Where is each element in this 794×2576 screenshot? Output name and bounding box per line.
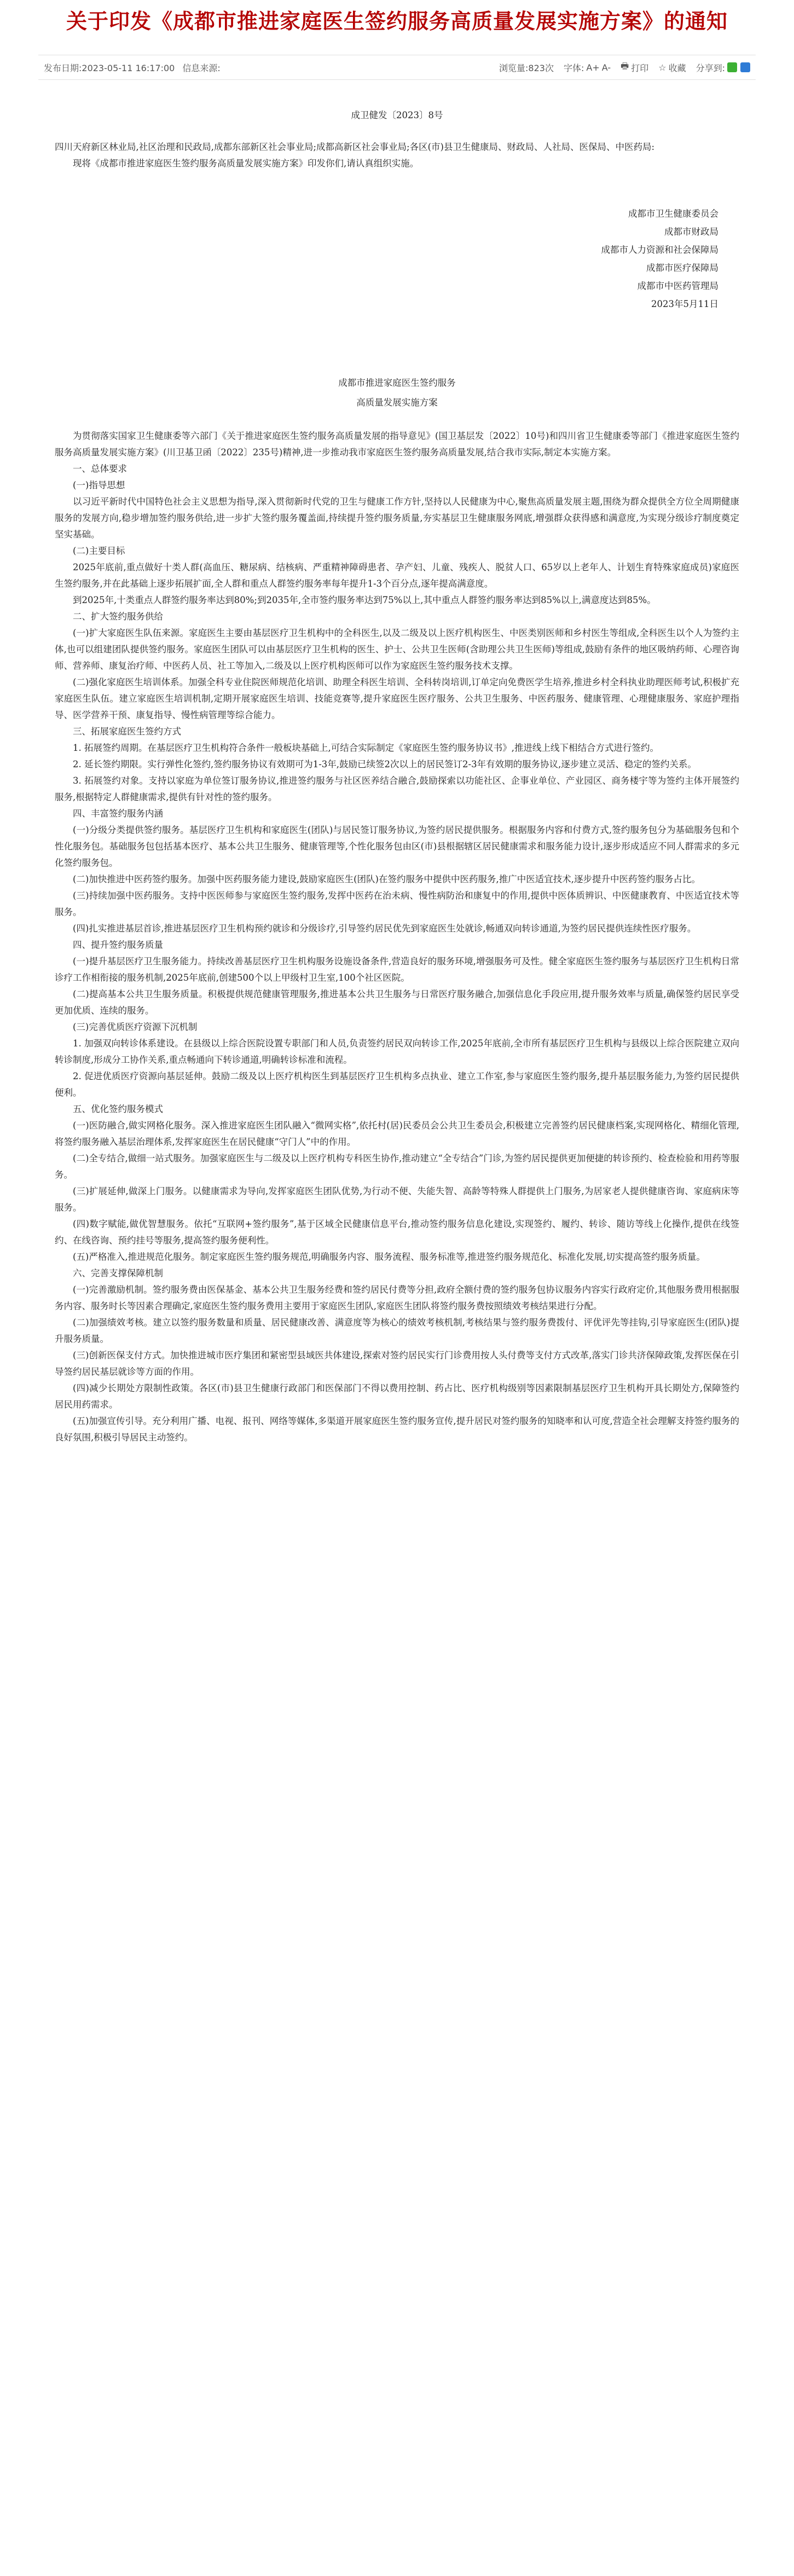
wechat-share-icon[interactable] <box>727 62 737 72</box>
view-count: 浏览量:823次 <box>499 62 554 73</box>
plan-paragraph: 一、总体要求 <box>73 464 127 474</box>
recipients: 四川天府新区林业局,社区治理和民政局,成都东部新区社会事业局;成都高新区社会事业局;各区(市)县卫生健康局、财政局、人社局、医保局、中医药局: <box>55 142 655 152</box>
plan-paragraph: (三)完善优质医疗资源下沉机制 <box>73 1022 198 1032</box>
plan-paragraph: (一)医防融合,做实网格化服务。深入推进家庭医生团队融入“微网实格”,依托村(居)民委员会公共卫生委员会,积极建立完善签约居民健康档案,实现网格化、精细化管理,将签约服务融入基层治理体系,发挥家庭医生在居民健康“守门人”中的作用。 <box>55 1120 739 1147</box>
signer: 成都市医疗保障局 <box>646 263 718 273</box>
plan-paragraph: 二、扩大签约服务供给 <box>73 611 163 622</box>
plan-paragraph: (二)主要目标 <box>73 546 125 556</box>
plan-heading-2: 高质量发展实施方案 <box>356 397 438 408</box>
favorite-label: 收藏 <box>668 62 686 73</box>
article-title: 关于印发《成都市推进家庭医生签约服务高质量发展实施方案》的通知 <box>66 9 728 33</box>
plan-paragraph: 2. 延长签约期限。实行弹性化签约,签约服务协议有效期可为1-3年,鼓励已续签2次以上的居民签订2-3年有效期的服务协议,逐步建立灵活、稳定的签约关系。 <box>73 759 697 769</box>
share-label: 分享到: <box>696 62 725 73</box>
plan-paragraph: 1. 加强双向转诊体系建设。在县级以上综合医院设置专职部门和人员,负责签约居民双向转诊工作,2025年底前,全市所有基层医疗卫生机构与县级以上综合医院建立双向转诊制度,形成分工协作关系,重点畅通向下转诊通道,明确转诊标准和流程。 <box>55 1038 739 1065</box>
plan-paragraph: 以习近平新时代中国特色社会主义思想为指导,深入贯彻新时代党的卫生与健康工作方针,坚持以人民健康为中心,聚焦高质量发展主题,围绕为群众提供全方位全周期健康服务的发展方向,稳步增加签约服务供给,进一步扩大签约服务覆盖面,持续提升签约服务质量,夯实基层卫生健康服务网底,增强群众获得感和满意度,为实现分级诊疗制度奠定坚实基础。 <box>55 496 739 540</box>
plan-paragraph: (一)完善激励机制。签约服务费由医保基金、基本公共卫生服务经费和签约居民付费等分担,政府全额付费的签约服务包协议服务内容实行政府定价,其他服务费用根据服务内容、服务时长等因素合理确定,家庭医生签约服务费用主要用于家庭医生团队,家庭医生团队将签约服务费按照绩效考核结果进行分配。 <box>55 1284 739 1311</box>
plan-paragraph: 1. 拓展签约周期。在基层医疗卫生机构符合条件一般板块基础上,可结合实际制定《家庭医生签约服务协议书》,推进线上线下相结合方式进行签约。 <box>73 743 659 753</box>
share-icons <box>727 62 750 72</box>
issue-date: 2023年5月11日 <box>651 299 718 309</box>
plan-body <box>55 428 739 1446</box>
star-icon: ☆ <box>658 62 667 73</box>
signer: 成都市人力资源和社会保障局 <box>601 245 718 255</box>
plan-paragraph: 为贯彻落实国家卫生健康委等六部门《关于推进家庭医生签约服务高质量发展的指导意见》(国卫基层发〔2022〕10号)和四川省卫生健康委等部门《推进家庭医生签约服务高质量发展实施方案》(川卫基卫函〔2022〕235号)精神,进一步推动我市家庭医生签约服务高质量发展,结合我市实际,制定本实施方案。 <box>55 431 739 458</box>
meta-bar <box>38 55 756 80</box>
plan-paragraph: (四)减少长期处方限制性政策。各区(市)县卫生健康行政部门和医保部门不得以费用控制、药占比、医疗机构级别等因素限制基层医疗卫生机构开具长期处方,保障签约居民用药需求。 <box>55 1383 739 1410</box>
font-label: 字体: <box>563 62 584 73</box>
print-label: 打印 <box>631 62 649 73</box>
favorite-button[interactable] <box>658 61 686 74</box>
plan-paragraph: (一)提升基层医疗卫生服务能力。持续改善基层医疗卫生机构服务设施设备条件,营造良好的服务环境,增强服务可及性。健全家庭医生签约服务与基层医疗卫生机构日常诊疗工作相衔接的服务机制,2025年底前,创建500个以上甲级村卫生室,100个社区医院。 <box>55 956 739 983</box>
font-decrease-button[interactable]: A- <box>601 62 611 73</box>
document-number: 成卫健发〔2023〕8号 <box>351 110 443 120</box>
plan-paragraph: (二)强化家庭医生培训体系。加强全科专业住院医师规范化培训、助理全科医生培训、全科转岗培训,订单定向免费医学生培养,推进乡村全科执业助理医师考试,积极扩充家庭医生队伍。建立家庭医生培训机制,定期开展家庭医生培训、技能竞赛等,提升家庭医生医疗服务、公共卫生服务、中医药服务、健康管理、心理健康服务、家庭护理指导、医学营养干预、康复指导、慢性病管理等综合能力。 <box>55 677 739 720</box>
plan-paragraph: (一)扩大家庭医生队伍来源。家庭医生主要由基层医疗卫生机构中的全科医生,以及二级及以上医疗机构医生、中医类别医师和乡村医生等组成,全科医生以个人为签约主体,也可以组建团队提供签约服务。家庭医生团队可以由基层医疗卫生机构的医生、护士、公共卫生医师(含助理公共卫生医师)等组成,鼓励有条件的地区吸纳药师、心理咨询师、营养师、康复治疗师、中医药人员、社工等加入,二级及以上医疗机构医师可以作为家庭医生签约服务技术支撑。 <box>55 628 739 671</box>
plan-paragraph: 2025年底前,重点做好十类人群(高血压、糖尿病、结核病、严重精神障碍患者、孕产妇、儿童、残疾人、脱贫人口、65岁以上老年人、计划生育特殊家庭成员)家庭医生签约服务,并在此基础上逐步拓展扩面,全人群和重点人群签约服务率每年提升1-3个百分点,逐年提高满意度。 <box>55 562 739 589</box>
plan-paragraph: (三)扩展延伸,做深上门服务。以健康需求为导向,发挥家庭医生团队优势,为行动不便、失能失智、高龄等特殊人群提供上门服务,为居家老人提供健康咨询、家庭病床等服务。 <box>55 1186 739 1213</box>
plan-paragraph: (三)创新医保支付方式。加快推进城市医疗集团和紧密型县域医共体建设,探索对签约居民实行门诊费用按人头付费等支付方式改革,落实门诊共济保障政策,发挥医保在引导签约居民基层就诊等方面的作用。 <box>55 1350 739 1377</box>
plan-paragraph: (四)数字赋能,做优智慧服务。依托“互联网+签约服务”,基于区域全民健康信息平台,推动签约服务信息化建设,实现签约、履约、转诊、随访等线上化操作,提供在线签约、在线咨询、预约挂号等服务,提高签约服务便利性。 <box>55 1219 739 1246</box>
plan-paragraph: (一)指导思想 <box>73 480 125 490</box>
plan-paragraph: (二)提高基本公共卫生服务质量。积极提供规范健康管理服务,推进基本公共卫生服务与日常医疗服务融合,加强信息化手段应用,提升服务效率与质量,确保签约居民享受更加优质、连续的服务。 <box>55 989 739 1016</box>
print-icon: 🖶 <box>621 60 629 71</box>
plan-paragraph: 2. 促进优质医疗资源向基层延伸。鼓励二级及以上医疗机构医生到基层医疗卫生机构多点执业、建立工作室,参与家庭医生签约服务,提升基层服务能力,为签约居民提供便利。 <box>55 1071 739 1098</box>
plan-paragraph: 六、完善支撑保障机制 <box>73 1268 163 1278</box>
plan-paragraph: 3. 拓展签约对象。支持以家庭为单位签订服务协议,推进签约服务与社区医养结合融合,鼓励探索以功能社区、企事业单位、产业园区、商务楼宇等为签约主体开展签约服务,根据特定人群健康需求,提供有针对性的签约服务。 <box>55 775 739 802</box>
meta-left <box>38 61 499 74</box>
print-button[interactable] <box>621 60 648 75</box>
font-size-control <box>564 61 611 74</box>
plan-paragraph: (三)持续加强中医药服务。支持中医医师参与家庭医生签约服务,发挥中医药在治未病、慢性病防治和康复中的作用,提供中医体质辨识、中医健康教育、中医适宜技术等服务。 <box>55 890 739 917</box>
share-group <box>696 61 750 74</box>
plan-heading: 成都市推进家庭医生签约服务 <box>338 378 456 388</box>
plan-paragraph: (五)加强宣传引导。充分利用广播、电视、报刊、网络等媒体,多渠道开展家庭医生签约服务宣传,提升居民对签约服务的知晓率和认可度,营造全社会理解支持签约服务的良好氛围,积极引导居民主动签约。 <box>55 1416 739 1443</box>
weibo-share-icon[interactable] <box>740 62 750 72</box>
plan-paragraph: 四、丰富签约服务内涵 <box>73 808 163 819</box>
plan-paragraph: (一)分级分类提供签约服务。基层医疗卫生机构和家庭医生(团队)与居民签订服务协议,为签约居民提供服务。根据服务内容和付费方式,签约服务包分为基础服务包和个性化服务包。基础服务包包括基本医疗、基本公共卫生服务、健康管理等,个性化服务包由区(市)县根据辖区居民健康需求和服务能力设计,逐步形成适应不同人群需求的多元化签约服务包。 <box>55 825 739 868</box>
plan-paragraph: 到2025年,十类重点人群签约服务率达到80%;到2035年,全市签约服务率达到75%以上,其中重点人群签约服务率达到85%以上,满意度达到85%。 <box>73 595 656 605</box>
article-content <box>55 107 739 1446</box>
plan-paragraph: (二)全专结合,做细一站式服务。加强家庭医生与二级及以上医疗机构专科医生协作,推动建立“全专结合”门诊,为签约居民提供更加便捷的转诊预约、检查检验和用药等服务。 <box>55 1153 739 1180</box>
meta-right <box>499 60 756 75</box>
signer: 成都市财政局 <box>664 227 718 237</box>
plan-paragraph: 三、拓展家庭医生签约方式 <box>73 726 181 737</box>
plan-paragraph: (二)加强绩效考核。建立以签约服务数量和质量、居民健康改善、满意度等为核心的绩效考核机制,考核结果与签约服务费拨付、评优评先等挂钩,引导家庭医生(团队)提升服务质量。 <box>55 1317 739 1344</box>
font-increase-button[interactable]: A+ <box>586 62 600 73</box>
signer: 成都市卫生健康委员会 <box>628 209 718 219</box>
plan-paragraph: 五、优化签约服务模式 <box>73 1104 163 1114</box>
plan-paragraph: 四、提升签约服务质量 <box>73 940 163 950</box>
plan-paragraph: (二)加快推进中医药签约服务。加强中医药服务能力建设,鼓励家庭医生(团队)在签约服务中提供中医药服务,推广中医适宜技术,逐步提升中医药签约服务占比。 <box>73 874 700 884</box>
info-source: 信息来源: <box>182 62 221 73</box>
signers <box>55 205 739 313</box>
notice-body: 现将《成都市推进家庭医生签约服务高质量发展实施方案》印发你们,请认真组织实施。 <box>73 158 419 169</box>
plan-paragraph: (五)严格准入,推进规范化服务。制定家庭医生签约服务规范,明确服务内容、服务流程、服务标准等,推进签约服务规范化、标准化发展,切实提高签约服务质量。 <box>73 1252 705 1262</box>
publish-date: 发布日期:2023-05-11 16:17:00 <box>44 62 175 73</box>
plan-paragraph: (四)扎实推进基层首诊,推进基层医疗卫生机构预约就诊和分级诊疗,引导签约居民优先到家庭医生处就诊,畅通双向转诊通道,为签约居民提供连续性医疗服务。 <box>73 923 697 934</box>
signer: 成都市中医药管理局 <box>637 281 718 291</box>
